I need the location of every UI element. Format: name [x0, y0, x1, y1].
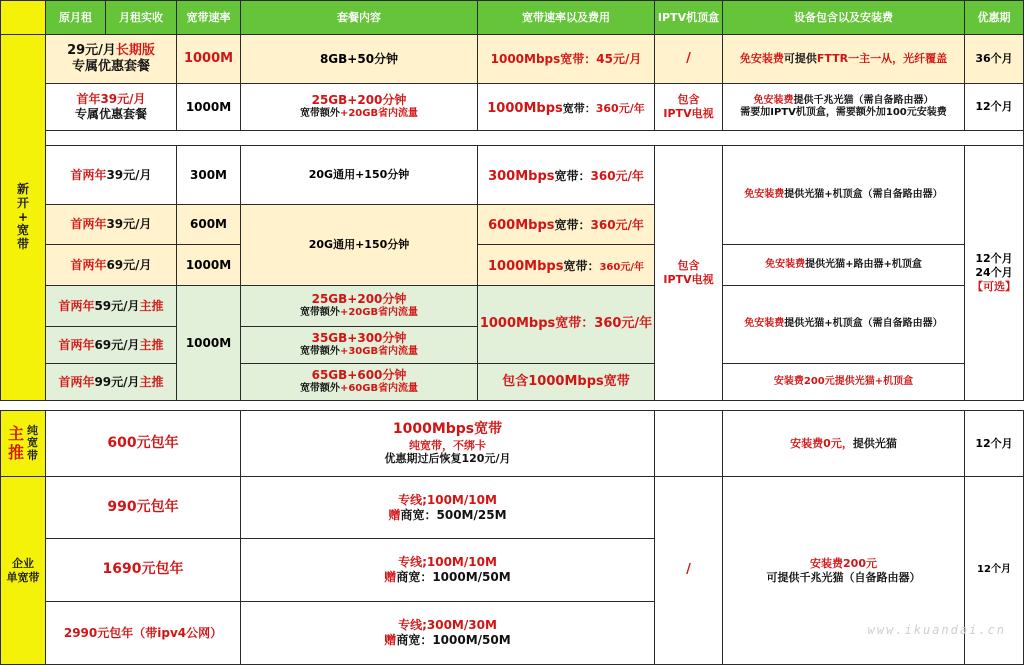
header-package-content: 套餐内容	[240, 0, 478, 35]
new-row3-bandwidth: 1000M	[176, 244, 241, 286]
new-row3-speed-fee: 360元/年	[599, 261, 644, 273]
row1-device-red: 免安装费	[739, 52, 784, 66]
side-enterprise	[0, 476, 46, 665]
ent-row1-gift: 赠	[388, 507, 401, 522]
new-row5-content-sub-black: 宽带额外	[299, 346, 340, 358]
new-row1-price-rest: 39元/月	[106, 167, 152, 182]
row1-price	[45, 34, 177, 84]
new-shared-speed: 1000Mbps宽带：360元/年	[477, 285, 655, 364]
row1-price-tag: 长期版	[115, 42, 155, 58]
new-row1-speed-main: 300Mbps	[488, 168, 555, 184]
new-row3-speed-mid: 宽带：	[563, 258, 600, 273]
new-row3-speed-main: 1000Mbps	[487, 258, 564, 274]
side-small-char: 宽	[27, 436, 38, 450]
new-row2-price-rest: 39元/月	[106, 217, 152, 231]
row2-period: 12个月	[964, 83, 1024, 131]
row2-content	[240, 83, 478, 131]
ent-row2-gift: 赠	[384, 570, 397, 584]
pure-content-main: 1000Mbps宽带	[392, 421, 503, 437]
ent-row2-line2: 商宽：1000M/50M	[396, 570, 511, 584]
side-pure-broadband	[0, 410, 46, 477]
row2-content-sub-black: 宽带额外	[299, 108, 340, 120]
new-row1-content: 20G通用+150分钟	[240, 145, 478, 205]
header-device-install: 设备包含以及安装费	[722, 0, 965, 35]
new-device-3-red: 免安装费	[744, 318, 785, 330]
row2-price-rest: 39元/月	[100, 92, 146, 106]
pure-device	[722, 410, 965, 477]
new-row2-bandwidth: 600M	[176, 204, 241, 245]
pure-content	[240, 410, 655, 477]
corner-cell	[0, 0, 46, 35]
new-device-2-red: 免安装费	[765, 258, 806, 270]
header-original-rent: 原月租	[45, 0, 106, 35]
new-row6-speed: 包含1000Mbps宽带	[477, 363, 655, 401]
ent-row2-line1: 专线;100M/10M	[398, 555, 497, 569]
row1-period: 36个月	[964, 34, 1024, 84]
row1-device-end: FTTR一主一从，光纤覆盖	[816, 52, 948, 66]
row2-device-rest: 提供千兆光猫（需自备路由器）	[793, 94, 934, 106]
side-big-char: 主	[7, 424, 24, 444]
new-row1-price	[45, 145, 177, 205]
new-row4-content	[240, 285, 478, 327]
new-row2-price	[45, 204, 177, 245]
new-row5-price-red: 首两年	[58, 337, 95, 352]
new-row4-price-tag: 主推	[139, 298, 164, 313]
new-row5-content-sub-red: +30GB省内流量	[339, 346, 419, 358]
side-small-char: 带	[27, 448, 38, 462]
ent-row2-price: 1690元包年	[45, 538, 241, 602]
row2-bandwidth: 1000M	[176, 83, 241, 131]
new-iptv	[654, 145, 723, 401]
watermark: www.ikuandai.cn	[867, 623, 1006, 637]
pure-iptv	[654, 410, 723, 477]
new-row2-speed-mid: 宽带：	[554, 218, 591, 233]
new-row1-price-red: 首两年	[70, 167, 107, 182]
row2-speed-main: 1000Mbps	[487, 100, 563, 116]
new-row1-speed-mid: 宽带：	[554, 168, 591, 183]
new-row6-price-rest: 99元/月	[94, 374, 140, 389]
new-row4-content-main: 25GB+200分钟	[311, 292, 407, 307]
side-char: +	[17, 209, 29, 224]
row2-content-main: 25GB+200分钟	[311, 93, 407, 108]
row1-speed: 1000Mbps宽带：45元/月	[477, 34, 655, 84]
row2-price	[45, 83, 177, 131]
side-char: 带	[16, 237, 29, 252]
row2-price-red: 首年	[76, 92, 101, 106]
side-enterprise-line2: 单宽带	[6, 570, 40, 584]
header-promo-period: 优惠期	[964, 0, 1024, 35]
ent-row1-content	[240, 476, 655, 539]
ent-iptv: /	[654, 476, 723, 665]
new-row6-content-main: 65GB+600分钟	[311, 368, 407, 383]
side-big-char: 推	[7, 442, 24, 462]
row1-device	[722, 34, 965, 84]
new-row4-price-rest: 59元/月	[94, 298, 140, 313]
new-row6-price-tag: 主推	[139, 374, 164, 389]
new-row3-price-rest: 69元/月	[106, 257, 152, 272]
spacer-row	[45, 130, 1024, 146]
new-row4-content-sub-black: 宽带额外	[299, 307, 340, 319]
new-row6-content-sub-black: 宽带额外	[299, 383, 340, 395]
side-char: 宽	[16, 223, 29, 238]
new-row2-speed-main: 600Mbps	[488, 218, 555, 234]
new-row1-speed-fee: 360元/年	[590, 168, 644, 183]
new-device-2-rest: 提供光猫+路由器+机顶盒	[805, 258, 922, 270]
new-row4-content-sub-red: +20GB省内流量	[339, 307, 419, 319]
new-device-2	[722, 244, 965, 286]
new-row4-price-red: 首两年	[58, 298, 95, 313]
row1-price-value: 29元/月	[67, 42, 116, 58]
new-row6-price-red: 首两年	[58, 374, 95, 389]
new-period-line2: 24个月	[975, 266, 1013, 280]
ent-row3-gift: 赠	[384, 633, 397, 647]
row1-iptv: /	[654, 34, 723, 84]
row2-device-red: 免安装费	[753, 94, 794, 106]
new-row5-content	[240, 326, 478, 364]
new-row2-speed	[477, 204, 655, 245]
new-row2-speed-fee: 360元/年	[590, 218, 644, 233]
ent-row3-price: 2990元包年（带ipv4公网）	[45, 601, 241, 665]
row2-content-sub-red: +20GB省内流量	[339, 108, 419, 120]
new-row3-speed	[477, 244, 655, 286]
side-small-char: 纯	[27, 423, 38, 437]
row2-iptv	[654, 83, 723, 131]
row2-speed	[477, 83, 655, 131]
pure-content-line2: 纯宽带，不绑卡	[409, 438, 486, 452]
row1-price-sub: 专属优惠套餐	[71, 59, 150, 74]
ent-period: 12个月	[964, 476, 1024, 665]
row2-device	[722, 83, 965, 131]
row2-iptv-line2: IPTV电视	[663, 107, 714, 120]
ent-row3-content	[240, 601, 655, 665]
new-row5-price-tag: 主推	[139, 337, 164, 352]
row2-device-line2: 需要加IPTV机顶盒，需要额外加100元安装费	[740, 107, 947, 118]
row2-speed-mid: 宽带：	[562, 101, 596, 115]
new-row1-speed	[477, 145, 655, 205]
new-row3-price	[45, 244, 177, 286]
new-device-3-rest: 提供光猫+机顶盒（需自备路由器）	[784, 318, 943, 330]
header-bandwidth: 宽带速率	[176, 0, 241, 35]
ent-device-line1: 安装费200元	[810, 556, 877, 570]
ent-row1-line1: 专线;100M/10M	[398, 492, 497, 507]
new-shared-content: 20G通用+150分钟	[240, 204, 478, 286]
side-char: 新	[16, 182, 29, 196]
ent-row1-price: 990元包年	[45, 476, 241, 539]
new-period-line1: 12个月	[975, 252, 1013, 266]
new-row4-price	[45, 285, 177, 327]
ent-row2-content	[240, 538, 655, 602]
row2-speed-fee: 360元/年	[595, 101, 645, 115]
pure-device-rest: 提供光猫	[852, 436, 897, 450]
ent-row3-line2: 商宽：1000M/50M	[396, 633, 511, 647]
row1-bandwidth: 1000M	[176, 34, 241, 84]
side-new-broadband	[0, 34, 46, 401]
new-period	[964, 145, 1024, 401]
new-row6-price	[45, 363, 177, 401]
new-device-3	[722, 285, 965, 364]
new-row6-content	[240, 363, 478, 401]
header-monthly-actual: 月租实收	[105, 0, 177, 35]
ent-row3-line1: 专线;300M/30M	[398, 618, 497, 632]
new-row2-price-red: 首两年	[70, 217, 107, 231]
header-speed-fee: 宽带速率以及费用	[477, 0, 655, 35]
new-iptv-line2: IPTV电视	[663, 273, 714, 286]
ent-row1-line2: 商宽：500M/25M	[400, 507, 507, 522]
new-row5-price-rest: 69元/月	[94, 337, 140, 352]
ent-device-line2: 可提供千兆光猫（自备路由器）	[766, 570, 921, 584]
pure-content-line3: 优惠期过后恢复120元/月	[384, 452, 511, 466]
side-char: 开	[16, 195, 29, 210]
new-row5-price	[45, 326, 177, 364]
side-enterprise-line1: 企业	[12, 556, 34, 570]
row2-price-sub: 专属优惠套餐	[74, 107, 147, 121]
new-row1-bandwidth: 300M	[176, 145, 241, 205]
pure-price: 600元包年	[45, 410, 241, 477]
new-period-line3: 【可选】	[972, 279, 1016, 293]
pure-period: 12个月	[964, 410, 1024, 477]
pure-device-red: 安装费0元，	[790, 436, 853, 450]
new-row5-content-main: 35GB+300分钟	[311, 331, 407, 346]
row2-iptv-line1: 包含	[677, 93, 700, 107]
row1-content: 8GB+50分钟	[240, 34, 478, 84]
header-iptv-box: IPTV机顶盒	[654, 0, 723, 35]
row1-device-mid: 可提供	[783, 52, 817, 66]
new-iptv-line1: 包含	[677, 259, 700, 273]
new-device-1-red: 免安装费	[744, 188, 785, 200]
new-device-1	[722, 145, 965, 245]
new-row3-price-red: 首两年	[70, 257, 107, 272]
new-device-1-rest: 提供光猫+机顶盒（需自备路由器）	[784, 188, 943, 200]
new-main-bandwidth: 1000M	[176, 285, 241, 401]
new-row6-content-sub-red: +60GB省内流量	[339, 383, 419, 395]
new-device-4: 安装费200元提供光猫+机顶盒	[722, 363, 965, 401]
